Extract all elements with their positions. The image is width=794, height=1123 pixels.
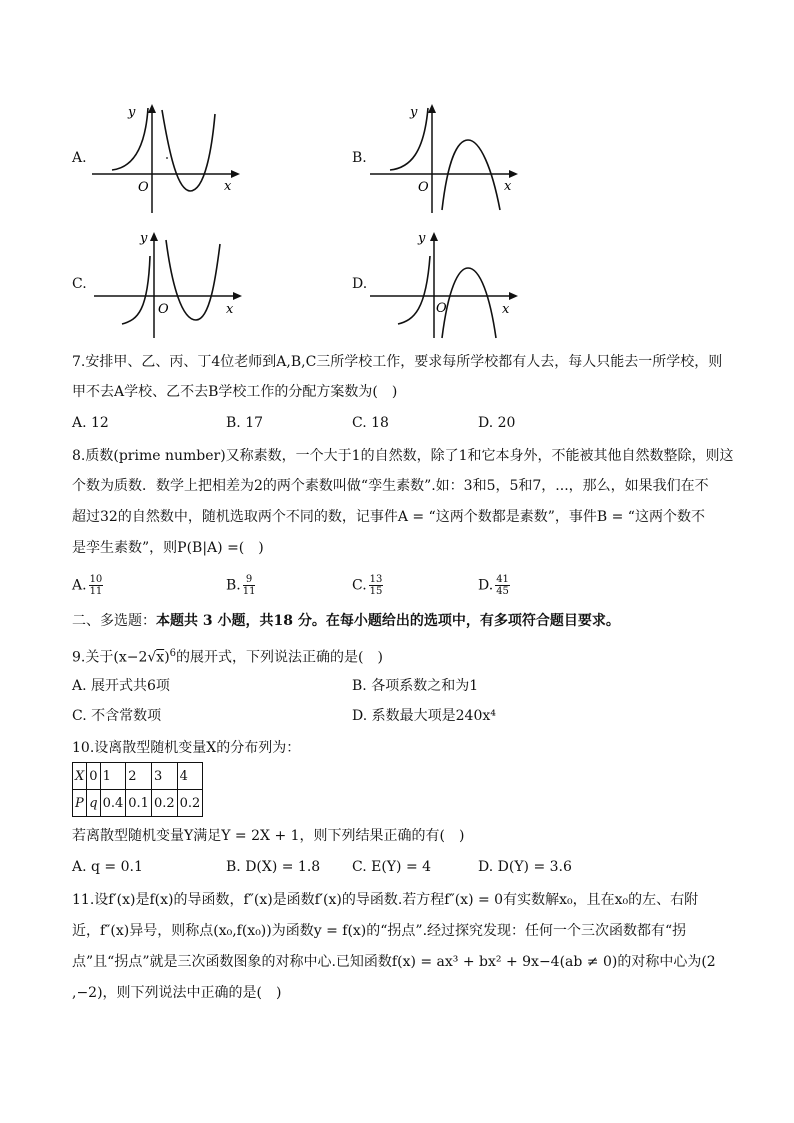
q9-option-d: D. 系数最大项是240x⁴ — [352, 708, 496, 724]
q7-option-b: B. 17 — [226, 415, 264, 431]
table-cell: 0.2 — [177, 790, 203, 817]
table-cell: 0.1 — [126, 790, 152, 817]
graph-d-origin-label: O — [436, 301, 447, 316]
graph-c-y-label: y — [140, 231, 148, 246]
table-cell: 0.4 — [100, 790, 126, 817]
q8-option-d-fraction: $\frac{41}{45}$ — [496, 574, 509, 597]
q8-option-b-fraction: $\frac{9}{11}$ — [242, 574, 256, 597]
q8-line-1: 8.质数(prime number)又称素数，一个大于1的自然数，除了1和它本身外，不能被其他自然数整除，则这 — [72, 448, 734, 464]
table-cell: X — [73, 763, 87, 790]
q7-option-d: D. 20 — [478, 415, 516, 431]
table-cell: 0 — [87, 763, 100, 790]
q7-option-c: C. 18 — [352, 415, 389, 431]
option-c-label: C. — [72, 276, 87, 292]
q10-option-d: D. D(Y) = 3.6 — [478, 859, 572, 875]
q10-option-c: C. E(Y) = 4 — [352, 859, 432, 875]
option-a-label: A. — [72, 150, 87, 166]
graph-b-origin-label: O — [418, 180, 429, 195]
table-cell: 1 — [100, 763, 126, 790]
graph-c — [92, 226, 252, 341]
graph-d — [368, 226, 528, 341]
section-2-heading — [72, 611, 620, 631]
graph-b — [368, 98, 528, 218]
q11-line-3: 点”且“拐点”就是三次函数图象的对称中心.已知函数f(x) = ax³ + bx² + 9x−4(ab ≠ 0)的对称中心为(2 — [72, 954, 716, 970]
option-b-label: B. — [352, 150, 367, 166]
q8-option-d: D. $\frac{41}{45}$ — [478, 574, 509, 597]
graph-c-x-label: x — [226, 302, 234, 317]
q8-line-4: 是孪生素数”，则P(B|A) =( ) — [72, 540, 264, 556]
graph-b-y-label: y — [410, 105, 418, 120]
graph-d-x-label: x — [502, 302, 510, 317]
q11-line-2: 近，f″(x)异号，则称点(x₀,f(x₀))为函数y = f(x)的“拐点”.经过探究发现：任何一个三次函数都有“拐 — [72, 923, 687, 939]
q7-line-1: 7.安排甲、乙、丙、丁4位老师到A,B,C三所学校工作，要求每所学校都有人去，每人只能去一所学校，则 — [72, 354, 723, 370]
table-cell: P — [73, 790, 87, 817]
q8-line-2: 个数为质数．数学上把相差为2的两个素数叫做“孪生素数”.如：3和5，5和7，...，那么，如果我们在不 — [72, 478, 709, 494]
q8-option-c-fraction: $\frac{13}{15}$ — [369, 574, 383, 597]
q9-option-c: C. 不含常数项 — [72, 708, 162, 724]
graph-c-origin-label: O — [158, 302, 169, 317]
section-2-text: 本题共 3 小题，共18 分。在每小题给出的选项中，有多项符合题目要求。 — [156, 613, 620, 629]
graph-d-y-label: y — [418, 231, 426, 246]
table-cell: 4 — [177, 763, 203, 790]
q8-option-a-fraction: $\frac{10}{11}$ — [89, 574, 103, 597]
graph-a-origin-label: O — [138, 180, 149, 195]
q11-line-4: ,−2)，则下列说法中正确的是( ) — [72, 985, 282, 1001]
radical-sign: √ — [147, 649, 157, 666]
q9-option-a: A. 展开式共6项 — [72, 678, 170, 694]
graph-b-x-label: x — [504, 179, 512, 194]
q11-line-1: 11.设f′(x)是f(x)的导函数，f″(x)是函数f′(x)的导函数.若方程f″(x) = 0有实数解x₀，且在x₀的左、右附 — [72, 892, 699, 908]
graph-a-x-label: x — [224, 179, 232, 194]
section-2-prefix: 二、多选题： — [72, 613, 156, 629]
q10-option-b: B. D(X) = 1.8 — [226, 859, 321, 875]
table-cell: 2 — [126, 763, 152, 790]
q9-stem: 9.关于$(x-2√x)^6$的展开式，下列说法正确的是( ) — [72, 648, 383, 666]
table-cell: q — [87, 790, 100, 817]
table-row — [73, 763, 203, 790]
q8-option-b: B. $\frac{9}{11}$ — [226, 574, 256, 597]
graph-a-y-label: y — [128, 105, 136, 120]
distribution-table — [72, 762, 203, 817]
q9-option-b: B. 各项系数之和为1 — [352, 678, 479, 694]
q10-stem: 10.设离散型随机变量X的分布列为： — [72, 740, 301, 756]
q10-line-2: 若离散型随机变量Y满足Y = 2X + 1，则下列结果正确的有( ) — [72, 828, 465, 844]
table-cell: 0.2 — [151, 790, 177, 817]
q8-option-c: C. $\frac{13}{15}$ — [352, 574, 383, 597]
table-cell: 3 — [151, 763, 177, 790]
table-row — [73, 790, 203, 817]
option-d-label: D. — [352, 276, 368, 292]
q10-option-a: A. q = 0.1 — [72, 859, 143, 875]
q7-line-2: 甲不去A学校、乙不去B学校工作的分配方案数为( ) — [72, 384, 398, 400]
graph-a — [90, 98, 250, 218]
q8-line-3: 超过32的自然数中，随机选取两个不同的数，记事件A = “这两个数都是素数”，事件B = “这两个数不 — [72, 509, 705, 525]
q7-option-a: A. 12 — [72, 415, 109, 431]
q8-option-a: A. $\frac{10}{11}$ — [72, 574, 103, 597]
